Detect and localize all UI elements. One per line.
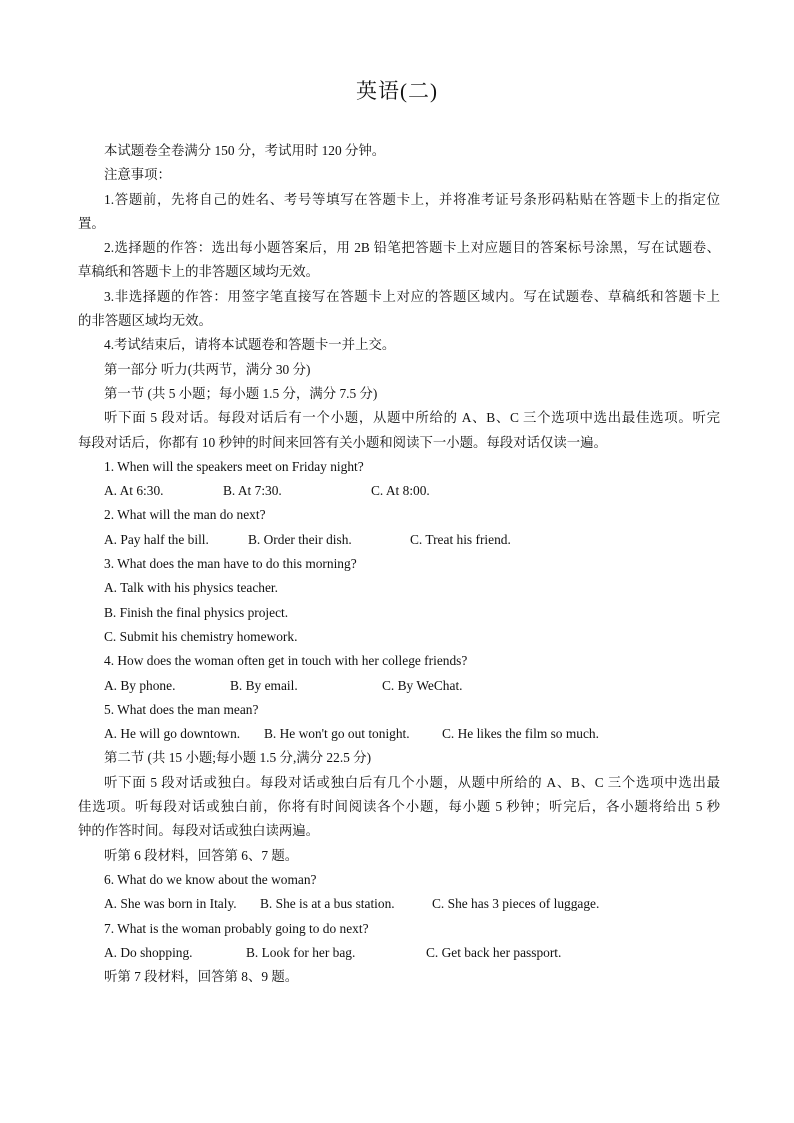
option-a: A. She was born in Italy.: [104, 896, 237, 912]
notice-item-1-cont: 置。: [78, 215, 105, 231]
option-c: C. She has 3 pieces of luggage.: [432, 896, 600, 912]
page-title: 英语(二): [356, 79, 438, 103]
material-6-heading: 听第 6 段材料，回答第 6、7 题。: [104, 847, 299, 863]
notice-heading: 注意事项：: [104, 167, 171, 183]
notice-item-1: 1.答题前，先将自己的姓名、考号等填写在答题卡上，并将准考证号条形码粘贴在答题卡上的指定位: [104, 191, 720, 207]
question-5-options: [78, 722, 720, 746]
exam-body: [78, 139, 720, 989]
section2-instructions: 听下面 5 段对话或独白。每段对话或独白后有几个小题，从题中所给的 A、B、C 三个选项中选出最: [104, 774, 720, 790]
exam-intro: 本试题卷全卷满分 150 分，考试用时 120 分钟。: [104, 143, 386, 158]
notice-item-4: 4.考试结束后，请将本试题卷和答题卡一并上交。: [104, 337, 396, 353]
option-b: B. Finish the final physics project.: [104, 604, 289, 620]
option-b: B. He won't go out tonight.: [264, 726, 410, 742]
question-1-options: [78, 479, 720, 503]
question-1: 1. When will the speakers meet on Friday night?: [104, 458, 364, 474]
option-b: B. At 7:30.: [223, 483, 282, 499]
option-a: A. By phone.: [104, 677, 176, 693]
question-7: 7. What is the woman probably going to do next?: [104, 920, 369, 936]
option-a: A. Pay half the bill.: [104, 531, 209, 547]
question-6-options: [78, 892, 720, 916]
option-a: A. Talk with his physics teacher.: [104, 580, 278, 596]
notice-item-3: 3.非选择题的作答：用签字笔直接写在答题卡上对应的答题区域内。写在试题卷、草稿纸和答题卡上: [104, 288, 720, 304]
option-c: C. Treat his friend.: [410, 531, 511, 547]
option-b: B. By email.: [230, 677, 298, 693]
section2-instructions-end: 钟的作答时间。每段对话或独白读两遍。: [78, 823, 320, 839]
question-6: 6. What do we know about the woman?: [104, 871, 317, 887]
option-c: C. He likes the film so much.: [442, 726, 599, 742]
part1-heading: 第一部分 听力(共两节，满分 30 分): [104, 361, 311, 377]
section2-heading: 第二节 (共 15 小题;每小题 1.5 分,满分 22.5 分): [104, 750, 372, 766]
option-b: B. Look for her bag.: [246, 944, 356, 960]
option-b: B. She is at a bus station.: [260, 896, 395, 912]
question-4: 4. How does the woman often get in touch with her college friends?: [104, 653, 468, 669]
option-c: C. Submit his chemistry homework.: [104, 628, 298, 644]
option-a: A. He will go downtown.: [104, 726, 241, 742]
section1-instructions-cont: 每段对话后，你都有 10 秒钟的时间来回答有关小题和阅读下一小题。每段对话仅读一遍。: [78, 434, 607, 450]
section2-instructions-cont: 佳选项。听每段对话或独白前，你将有时间阅读各个小题，每小题 5 秒钟；听完后，各小题将给出 5 秒: [78, 799, 720, 815]
question-4-options: [78, 674, 720, 698]
notice-item-2-cont: 草稿纸和答题卡上的非答题区域均无效。: [78, 264, 320, 280]
question-3: 3. What does the man have to do this morning?: [104, 556, 357, 572]
section1-heading: 第一节 (共 5 小题；每小题 1.5 分，满分 7.5 分): [104, 385, 378, 401]
option-a: A. At 6:30.: [104, 483, 164, 499]
material-7-heading: 听第 7 段材料，回答第 8、9 题。: [104, 969, 299, 985]
question-2: 2. What will the man do next?: [104, 507, 266, 523]
option-b: B. Order their dish.: [248, 531, 352, 547]
question-2-options: [78, 528, 720, 552]
section1-instructions: 听下面 5 段对话。每段对话后有一个小题，从题中所给的 A、B、C 三个选项中选出最佳选项。听完: [104, 410, 720, 426]
question-7-options: [78, 941, 720, 965]
option-c: C. At 8:00.: [371, 483, 430, 499]
option-c: C. By WeChat.: [382, 677, 463, 693]
notice-item-2: 2.选择题的作答：选出每小题答案后，用 2B 铅笔把答题卡上对应题目的答案标号涂黑，写在试题卷、: [104, 240, 720, 256]
notice-item-3-cont: 的非答题区域均无效。: [78, 313, 212, 329]
option-a: A. Do shopping.: [104, 944, 193, 960]
option-c: C. Get back her passport.: [426, 944, 562, 960]
question-5: 5. What does the man mean?: [104, 701, 259, 717]
